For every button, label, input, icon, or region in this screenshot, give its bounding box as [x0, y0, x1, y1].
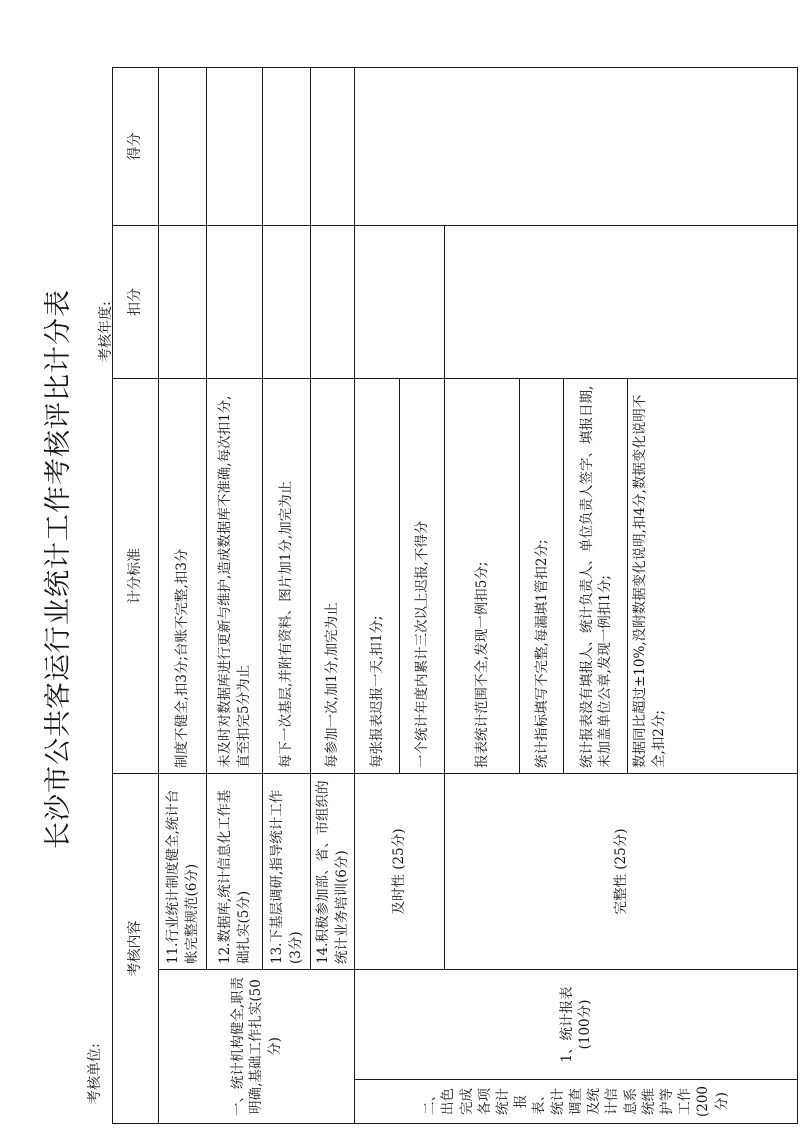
table-row [207, 68, 263, 1124]
item-13-score-cell[interactable] [263, 68, 311, 226]
statistics-report-subcategory: 1、统计报表(100分) [355, 970, 798, 1080]
assessment-year-label: 考核年度: [98, 301, 114, 362]
completeness-group: 完整性 (25分) [445, 774, 798, 970]
item-13-deduct-cell[interactable] [263, 226, 311, 379]
item-13-criteria: 每下一次基层,并附有资料、图片加1分,加完为止 [263, 379, 311, 774]
section2-category: 二、出色完成各项统计报表、统计调查及统计信息系统维护等工作(200分) [355, 1080, 798, 1124]
table-row [311, 68, 355, 1124]
item-14-criteria: 每参加一次,加1分,加完为止 [311, 379, 355, 774]
item-11-criteria: 制度不健全,扣3分;台账不完整,扣3分 [159, 379, 207, 774]
table-row [263, 68, 311, 1124]
completeness-criteria-4: 数据同比超过±10%,没附数据变化说明,扣4分,数据变化说明不全,扣2分; [628, 379, 798, 774]
item-12-deduct-cell[interactable] [207, 226, 263, 379]
completeness-deduct-cell[interactable] [445, 226, 798, 379]
header-row [113, 68, 159, 1124]
header-score: 得分 [113, 68, 159, 226]
section1-category: 一、统计机构健全,职责明确,基础工作扎实(50分) [159, 970, 355, 1124]
timeliness-criteria-1: 每张报表迟报一天,扣1分; [355, 379, 400, 774]
item-11-score-cell[interactable] [159, 68, 207, 226]
completeness-criteria-2: 统计指标填写不完整,每漏填1管扣2分; [520, 379, 564, 774]
statistics-report-score-cell[interactable] [355, 68, 798, 226]
table-row [355, 68, 400, 1124]
item-12-content: 12.数据库,统计信息化工作基础扎实(5分) [207, 774, 263, 970]
header-criteria: 计分标准 [113, 379, 159, 774]
assessed-unit-label: 考核单位: [87, 1043, 103, 1104]
table-row [159, 68, 207, 1124]
item-14-content: 14.积极参加部、省、市组织的统计业务培训(6分) [311, 774, 355, 970]
header-deduct: 扣分 [113, 226, 159, 379]
item-11-deduct-cell[interactable] [159, 226, 207, 379]
page-title: 长沙市公共客运行业统计工作考核评比计分表 [43, 289, 74, 849]
completeness-criteria-1: 报表统计范围不全,发现一例扣5分; [445, 379, 520, 774]
timeliness-group: 及时性 (25分) [355, 774, 445, 970]
item-12-score-cell[interactable] [207, 68, 263, 226]
item-11-content: 11.行业统计制度健全,统计台帐完整规范(6分) [159, 774, 207, 970]
item-14-deduct-cell[interactable] [311, 226, 355, 379]
table-row [445, 68, 520, 1124]
item-13-content: 13.下基层调研,指导统计工作(3分) [263, 774, 311, 970]
item-12-criteria: 未及时对数据库进行更新与维护,造成数据库不准确,每次扣1分,直至扣完5分为止 [207, 379, 263, 774]
score-table [112, 67, 798, 1124]
completeness-criteria-3: 统计报表没有填报人、统计负责人、单位负责人签字、填报日期,未加盖单位公章,发现一例扣1分; [564, 379, 628, 774]
timeliness-deduct-cell[interactable] [355, 226, 445, 379]
timeliness-criteria-2: 一个统计年度内累计三次以上迟报,不得分 [400, 379, 445, 774]
header-content: 考核内容 [113, 774, 159, 1124]
item-14-score-cell[interactable] [311, 68, 355, 226]
